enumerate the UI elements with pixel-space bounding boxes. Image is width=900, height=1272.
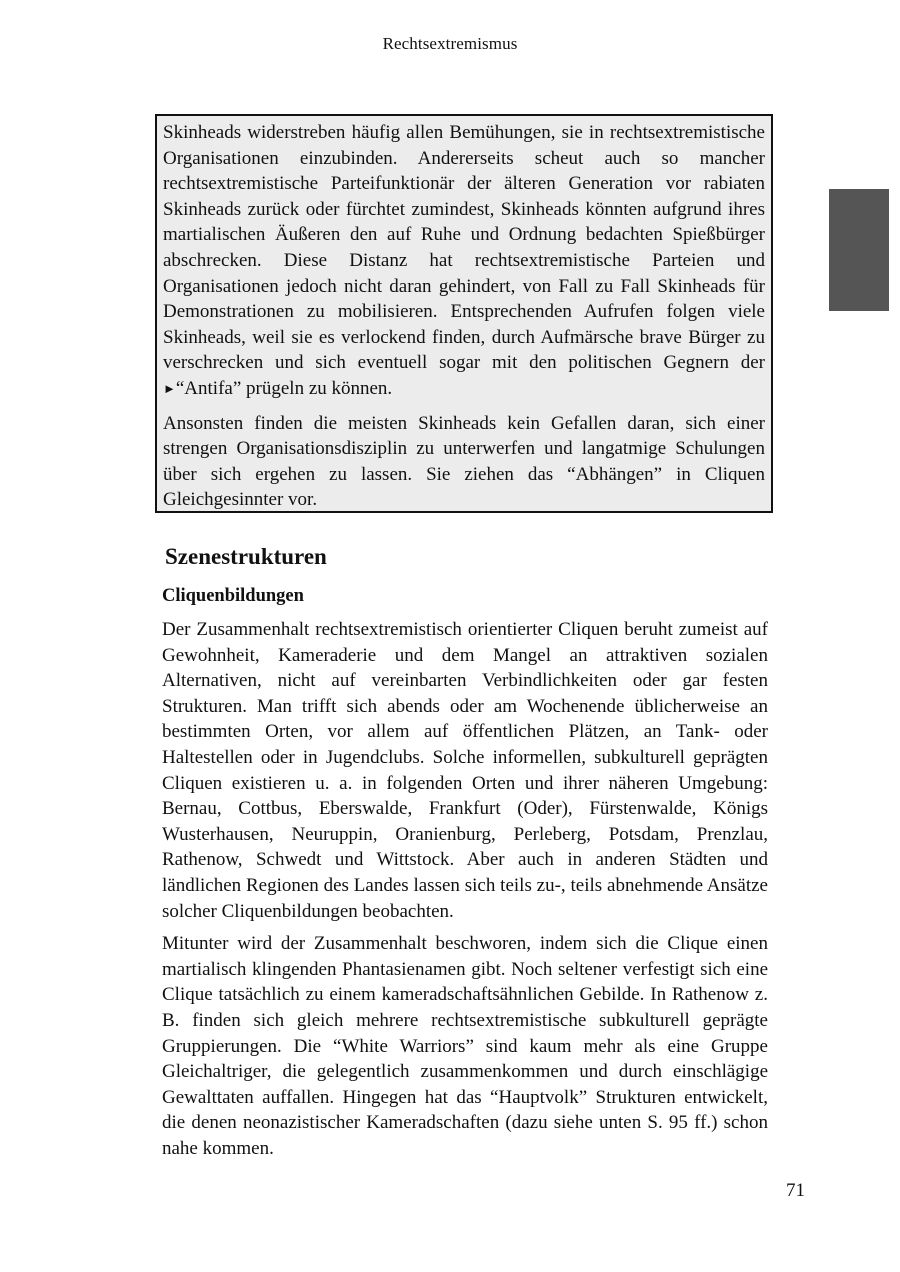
info-box-paragraph-2: Ansonsten finden die meisten Skinheads kein Gefallen daran, sich einer strengen Organisationsdisziplin zu unterwerfen und langatmige Schulungen über sich ergehen zu lassen. Sie ziehen das “Abhängen” in Cliquen Gleichgesinnter vor.	[163, 412, 765, 511]
info-box-paragraph-1-end: “Antifa” prügeln zu können.	[175, 377, 393, 399]
body-text	[162, 617, 768, 1161]
subsection-title: Cliquenbildungen	[162, 586, 304, 606]
body-paragraph-1: Der Zusammenhalt rechtsextremistisch orientierter Cliquen beruht zumeist auf Gewohnheit, Kameraderie und dem Mangel an attraktiven sozialen Alternativen, nicht auf vereinbarten Verbindlichkeiten oder gar festen Strukturen. Man trifft sich abends oder am Wochenende üblicherweise an bestimmten Orten, vor allem auf öffentlichen Plätzen, an Tank- oder Haltestellen oder in Jugendclubs. Solche informellen, subkulturell geprägten Cliquen existieren u. a. in folgenden Orten und ihrer näheren Umgebung: Bernau, Cottbus, Eberswalde, Frankfurt (Oder), Fürstenwalde, Königs Wusterhausen, Neuruppin, Oranienburg, Perleberg, Potsdam, Prenzlau, Rathenow, Schwedt und Wittstock. Aber auch in anderen Städten und ländlichen Regionen des Landes lassen sich teils zu-, teils abnehmende Ansätze solcher Cliquenbildungen beobachten.	[162, 619, 768, 922]
arrow-icon: ►	[163, 380, 176, 396]
info-box	[155, 114, 773, 513]
section-title: Szenestrukturen	[165, 544, 327, 569]
info-box-paragraph-1	[163, 120, 765, 402]
info-box-paragraph-1-text: Skinheads widerstreben häufig allen Bemühungen, sie in rechtsextremistische Organisationen einzubinden. Andererseits scheut auch so mancher rechtsextremistische Parteifunktionär der älteren Generation vor rabiaten Skinheads zurück oder fürchtet zumindest, Skinheads könnten aufgrund ihres martialischen Äußeren den auf Ruhe und Ordnung bedachten Spießbürger abschrecken. Diese Distanz hat rechtsextremistische Parteien und Organisationen jedoch nicht daran gehindert, von Fall zu Fall Skinheads für Demonstrationen zu mobilisieren. Entsprechenden Aufrufen folgen viele Skinheads, weil sie es verlockend finden, durch Aufmärsche brave Bürger zu verschrecken und sich eventuell sogar mit den politischen Gegnern der	[163, 122, 765, 374]
body-paragraph-2: Mitunter wird der Zusammenhalt beschworen, indem sich die Clique einen martialisch klingenden Phantasienamen gibt. Noch seltener verfestigt sich eine Clique tatsächlich zu einem kameradschaftsähnlichen Gebilde. In Rathenow z. B. finden sich gleich mehrere rechtsextremistische subkulturell geprägte Gruppierungen. Die “White Warriors” sind kaum mehr als eine Gruppe Gleichaltriger, die gelegentlich zusammenkommen und durch einschlägige Gewalttaten auffallen. Hingegen hat das “Hauptvolk” Strukturen entwickelt, die denen neonazistischer Kameradschaften (dazu siehe unten S. 95 ff.) schon nahe kommen.	[162, 933, 768, 1159]
chapter-tab-marker	[829, 189, 889, 311]
page-number: 71	[786, 1180, 805, 1201]
running-header: Rechtsextremismus	[382, 34, 518, 53]
